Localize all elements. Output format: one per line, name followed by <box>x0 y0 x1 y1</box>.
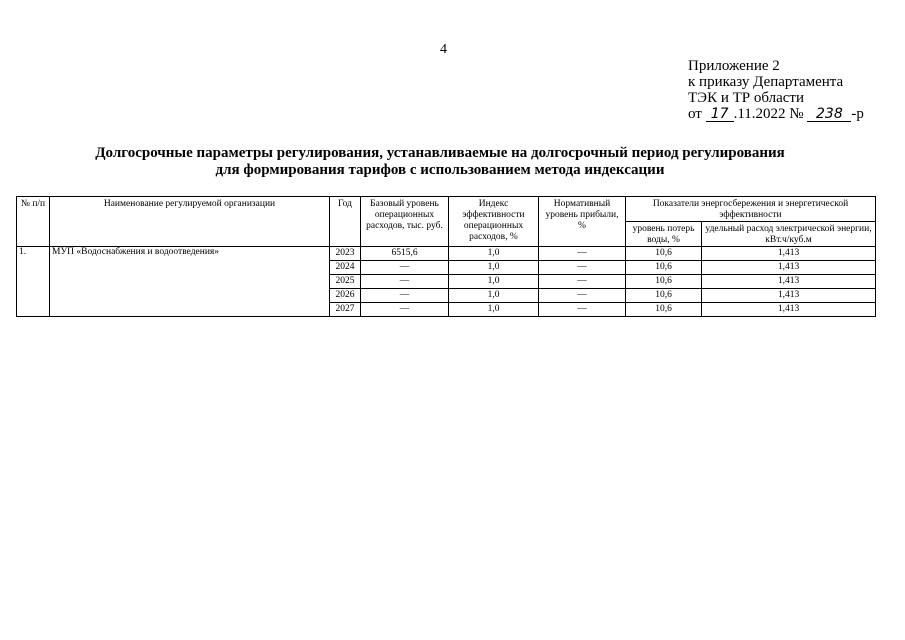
cell-profit: — <box>539 303 626 317</box>
header-power-consumption: удельный расход электрической энергии, кВт.ч/куб.м <box>702 222 876 247</box>
appendix-department: ТЭК и ТР области <box>688 90 804 106</box>
organization-name: МУП «Водоснабжения и водоотведения» <box>50 247 330 317</box>
cell-year: 2023 <box>330 247 361 261</box>
cell-index: 1,0 <box>449 261 539 275</box>
cell-loss: 10,6 <box>626 275 702 289</box>
cell-loss: 10,6 <box>626 247 702 261</box>
header-energy-group: Показатели энергосбережения и энергетической эффективности <box>626 197 876 222</box>
cell-base: — <box>361 261 449 275</box>
cell-base: 6515,6 <box>361 247 449 261</box>
row-number: 1. <box>17 247 50 317</box>
cell-year: 2027 <box>330 303 361 317</box>
appendix-date-line <box>688 106 864 122</box>
header-year: Год <box>330 197 361 247</box>
cell-loss: 10,6 <box>626 303 702 317</box>
header-water-loss: уровень потерь воды, % <box>626 222 702 247</box>
header-profit-level: Нормативный уровень прибыли, % <box>539 197 626 247</box>
handwritten-order-number: 238 <box>807 108 851 122</box>
cell-year: 2026 <box>330 289 361 303</box>
table-row <box>17 247 876 261</box>
header-base-costs: Базовый уровень операционных расходов, тыс. руб. <box>361 197 449 247</box>
cell-power: 1,413 <box>702 261 876 275</box>
cell-index: 1,0 <box>449 289 539 303</box>
cell-loss: 10,6 <box>626 261 702 275</box>
cell-base: — <box>361 275 449 289</box>
parameters-table <box>16 196 876 317</box>
header-org: Наименование регулируемой организации <box>50 197 330 247</box>
cell-loss: 10,6 <box>626 289 702 303</box>
cell-year: 2025 <box>330 275 361 289</box>
cell-power: 1,413 <box>702 289 876 303</box>
cell-power: 1,413 <box>702 303 876 317</box>
handwritten-day: 17 <box>706 108 734 122</box>
cell-profit: — <box>539 289 626 303</box>
cell-index: 1,0 <box>449 275 539 289</box>
date-rest: .11.2022 № <box>733 106 804 122</box>
cell-profit: — <box>539 275 626 289</box>
cell-index: 1,0 <box>449 247 539 261</box>
order-suffix: -р <box>851 106 864 122</box>
appendix-title: Приложение 2 <box>688 58 780 74</box>
appendix-order-ref: к приказу Департамента <box>688 74 844 90</box>
title-line-1: Долгосрочные параметры регулирования, устанавливаемые на долгосрочный период регулирования <box>95 145 785 161</box>
cell-profit: — <box>539 261 626 275</box>
cell-base: — <box>361 303 449 317</box>
document-title <box>60 145 820 179</box>
title-line-2: для формирования тарифов с использованием метода индексации <box>215 162 665 178</box>
cell-index: 1,0 <box>449 303 539 317</box>
header-efficiency-index: Индекс эффективности операционных расходов, % <box>449 197 539 247</box>
cell-base: — <box>361 289 449 303</box>
cell-profit: — <box>539 247 626 261</box>
appendix-block <box>688 58 864 122</box>
cell-power: 1,413 <box>702 247 876 261</box>
cell-year: 2024 <box>330 261 361 275</box>
header-num: № п/п <box>17 197 50 247</box>
cell-power: 1,413 <box>702 275 876 289</box>
page-number: 4 <box>440 42 447 57</box>
date-prefix: от <box>688 106 702 122</box>
